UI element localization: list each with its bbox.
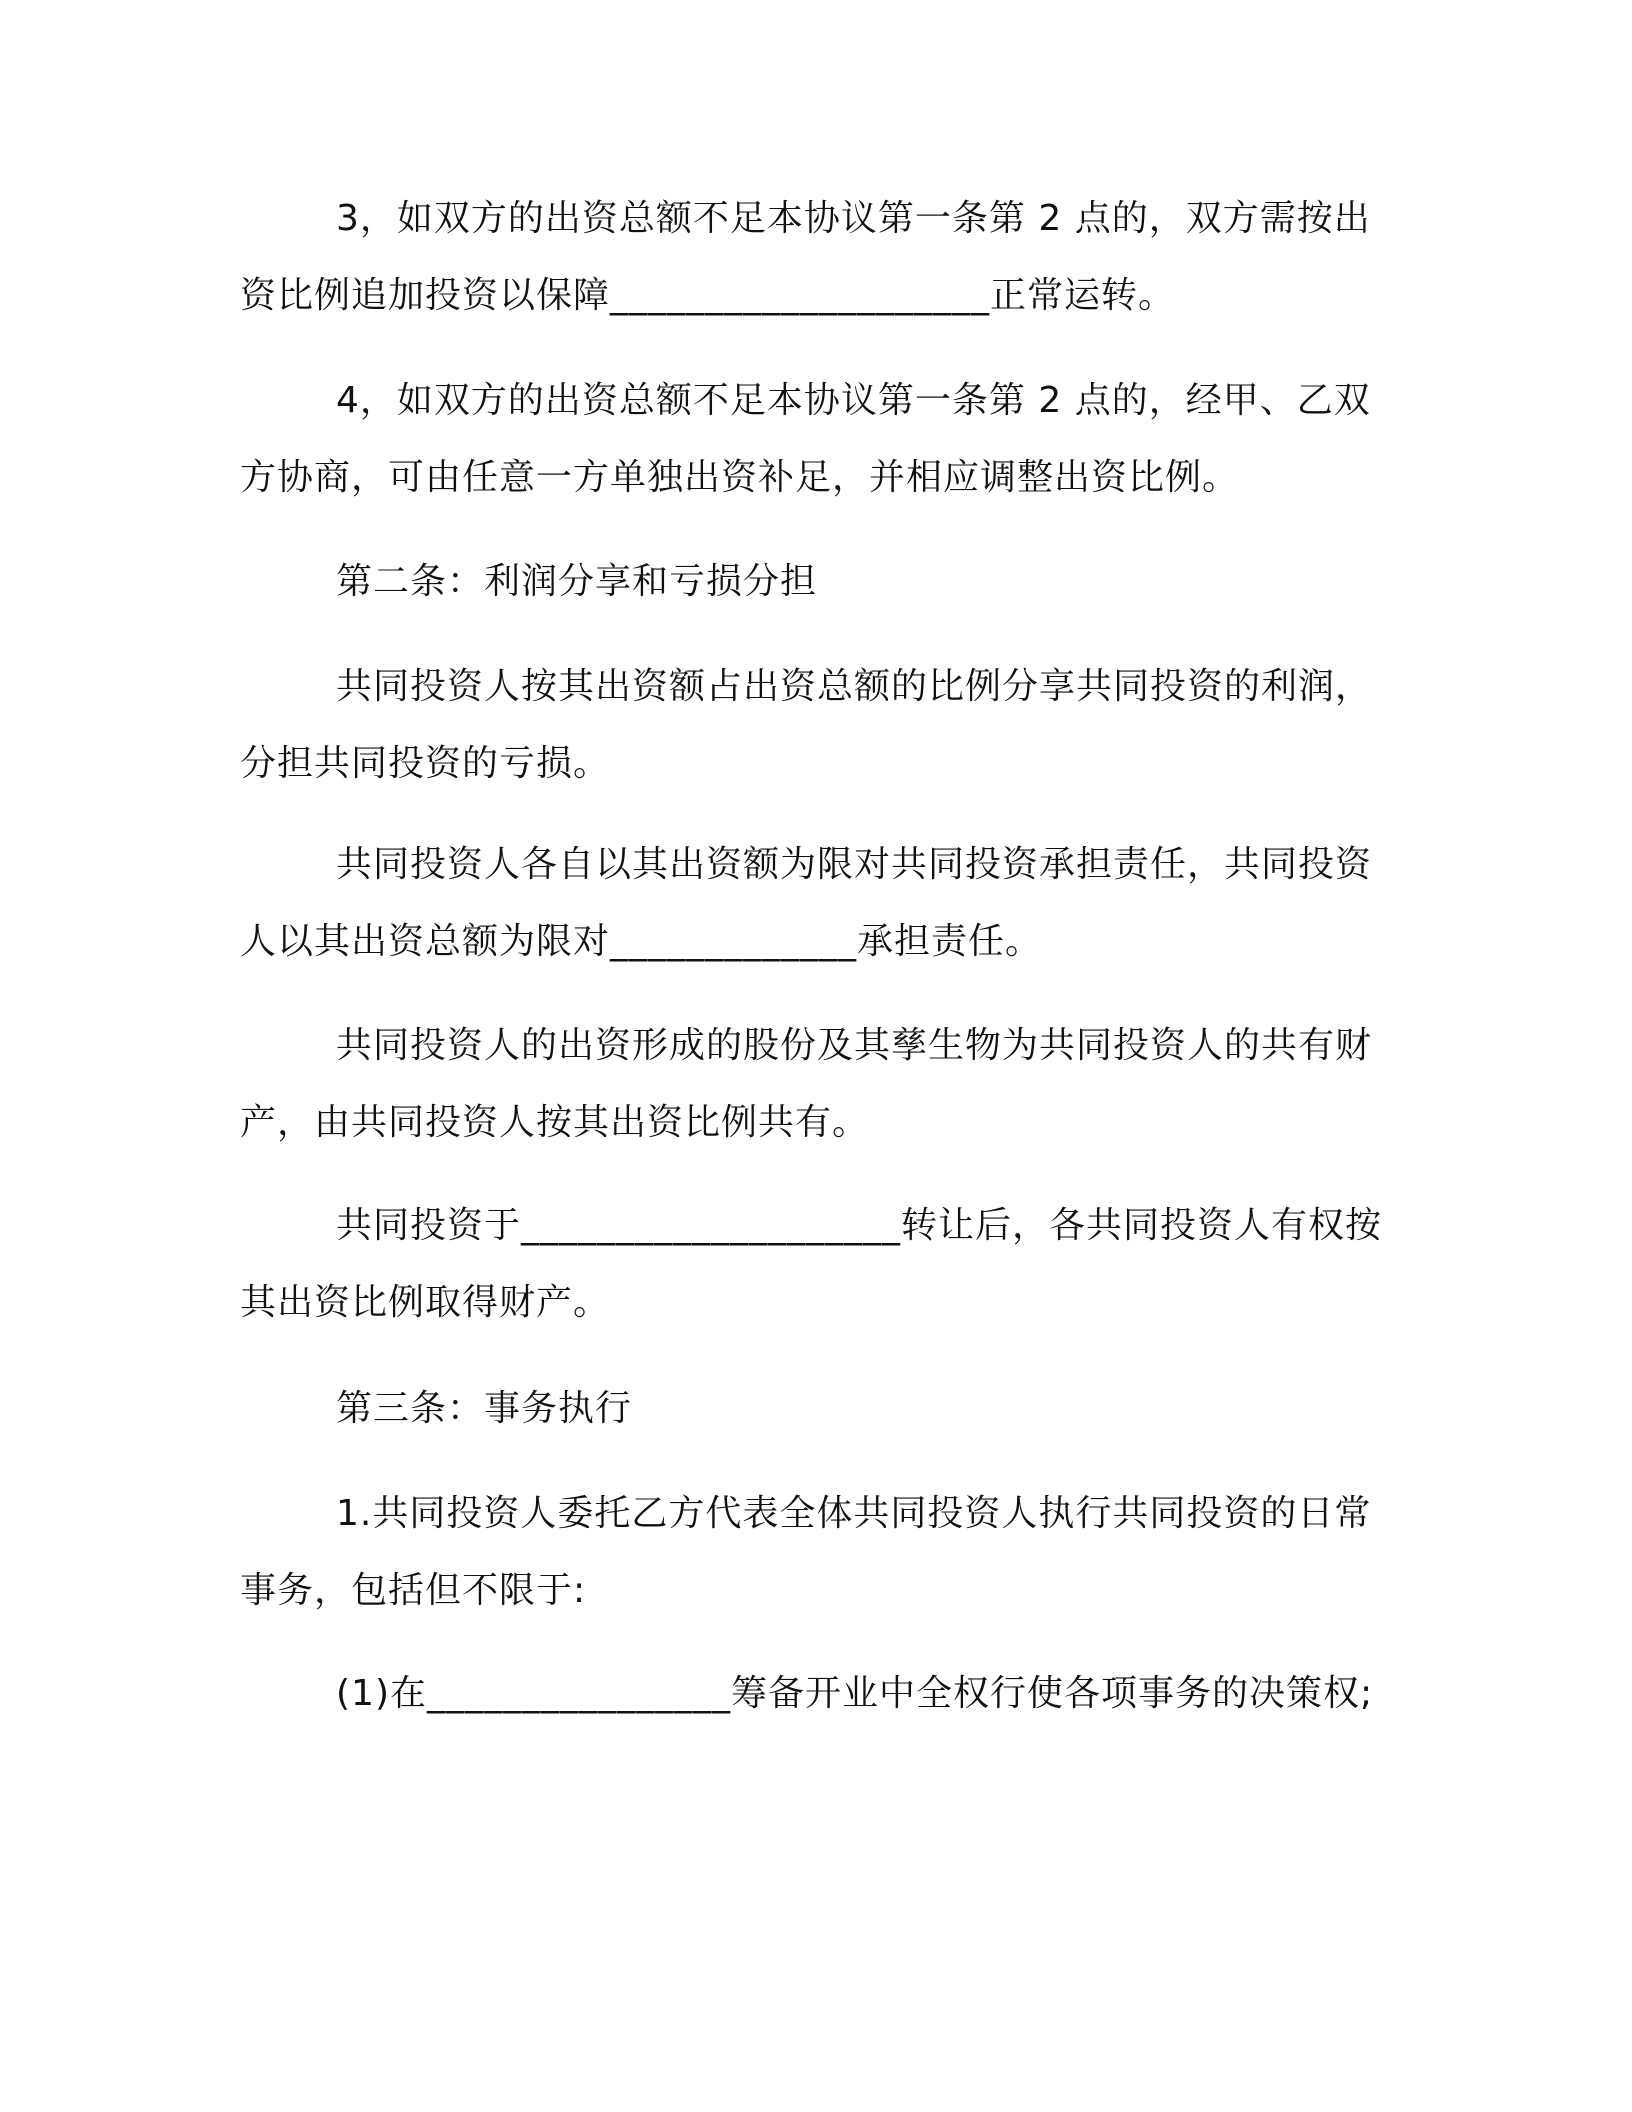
paragraph-transfer: 共同投资于____________________转让后，各共同投资人有权按其出资比例取得财产。: [240, 1205, 1383, 1323]
paragraph-clause-1-3: 3，如双方的出资总额不足本协议第一条第 2 点的，双方需按出资比例追加投资以保障____________________正常运转。: [240, 198, 1371, 316]
paragraph-liability: 共同投资人各自以其出资额为限对共同投资承担责任，共同投资人以其出资总额为限对_____________承担责任。: [240, 844, 1373, 962]
paragraph-clause-1-4: 4，如双方的出资总额不足本协议第一条第 2 点的，经甲、乙双方协商，可由任意一方单独出资补足，并相应调整出资比例。: [240, 380, 1371, 498]
paragraph-clause-3-1: 1.共同投资人委托乙方代表全体共同投资人执行共同投资的日常事务，包括但不限于:: [240, 1493, 1372, 1611]
paragraph-profit-sharing: 共同投资人按其出资额占出资总额的比例分享共同投资的利润，分担共同投资的亏损。: [240, 666, 1373, 784]
paragraph-joint-property: 共同投资人的出资形成的股份及其孳生物为共同投资人的共有财产，由共同投资人按其出资比例共有。: [240, 1025, 1373, 1143]
heading-article-3: 第三条：事务执行: [336, 1388, 633, 1429]
paragraph-clause-3-1-1: (1)在________________筹备开业中全权行使各项事务的决策权;: [336, 1673, 1374, 1714]
heading-article-2: 第二条：利润分享和亏损分担: [336, 561, 818, 602]
